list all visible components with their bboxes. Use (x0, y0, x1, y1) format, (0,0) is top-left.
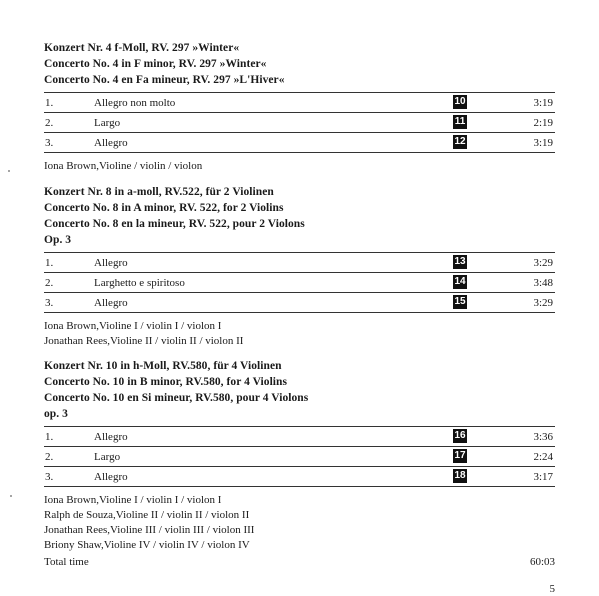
track-number-badge: 16 (454, 430, 466, 441)
performer-credit: Jonathan Rees,Violine II / violin II / violon II (44, 335, 244, 347)
track-duration: 2:24 (533, 451, 553, 463)
heading-line-fr: Concerto No. 8 en la mineur, RV. 522, pour 2 Violons (44, 218, 305, 230)
total-time-label: Total time (44, 556, 89, 568)
movement-number: 3. (45, 297, 54, 309)
concerto-heading (44, 40, 555, 88)
performer-credit: Jonathan Rees,Violine III / violin III / violon III (44, 524, 255, 536)
movement-number: 3. (45, 471, 54, 483)
concerto-heading (44, 358, 555, 422)
performer-credit: Iona Brown,Violine I / violin I / violon I (44, 320, 222, 332)
heading-opus: op. 3 (44, 408, 68, 420)
heading-line-de: Konzert Nr. 8 in a-moll, RV.522, für 2 Violinen (44, 186, 274, 198)
heading-line-fr: Concerto No. 10 en Si mineur, RV.580, pour 4 Violons (44, 392, 309, 404)
track-table (44, 92, 555, 153)
total-time-value: 60:03 (529, 556, 555, 568)
performer-credit: Ralph de Souza,Violine II / violin II / violon II (44, 509, 250, 521)
heading-line-fr: Concerto No. 4 en Fa mineur, RV. 297 »L'Hiver« (44, 74, 285, 86)
track-row (44, 113, 555, 133)
track-number-badge: 17 (454, 450, 466, 461)
track-number-badge: 13 (454, 256, 466, 267)
track-duration: 3:29 (533, 257, 553, 269)
track-row (44, 93, 555, 113)
movement-title: Allegro non molto (94, 97, 176, 109)
track-row (44, 273, 555, 293)
movement-number: 2. (45, 277, 54, 289)
heading-line-en: Concerto No. 10 in B minor, RV.580, for 4 Violins (44, 376, 288, 388)
movement-number: 1. (45, 257, 54, 269)
concerto-section-4 (44, 40, 555, 174)
track-row (44, 253, 555, 273)
performer-list (44, 159, 555, 174)
track-row (44, 133, 555, 153)
track-table (44, 426, 555, 487)
movement-number: 3. (45, 137, 54, 149)
heading-line-en: Concerto No. 4 in F minor, RV. 297 »Winter« (44, 58, 267, 70)
track-duration: 3:36 (533, 431, 553, 443)
heading-line-de: Konzert Nr. 10 in h-Moll, RV.580, für 4 Violinen (44, 360, 282, 372)
page-number: 5 (549, 583, 555, 595)
concerto-heading (44, 184, 555, 248)
track-duration: 2:19 (533, 117, 553, 129)
track-table (44, 252, 555, 313)
movement-number: 1. (45, 97, 54, 109)
track-number-badge: 15 (454, 296, 466, 307)
scan-speck (8, 170, 10, 172)
track-duration: 3:48 (533, 277, 553, 289)
concerto-section-8 (44, 184, 555, 349)
movement-title: Allegro (94, 257, 128, 269)
concerto-section-10 (44, 358, 555, 553)
heading-line-en: Concerto No. 8 in A minor, RV. 522, for 2 Violins (44, 202, 284, 214)
heading-opus: Op. 3 (44, 234, 72, 246)
heading-line-de: Konzert Nr. 4 f-Moll, RV. 297 »Winter« (44, 42, 240, 54)
movement-title: Largo (94, 117, 121, 129)
track-number-badge: 12 (454, 136, 466, 147)
performer-list (44, 493, 555, 553)
movement-number: 2. (45, 117, 54, 129)
track-row (44, 447, 555, 467)
scan-speck (10, 495, 12, 497)
track-row (44, 293, 555, 313)
movement-title: Allegro (94, 431, 128, 443)
track-number-badge: 14 (454, 276, 466, 287)
performer-list (44, 319, 555, 349)
track-number-badge: 10 (454, 96, 466, 107)
performer-credit: Briony Shaw,Violine IV / violin IV / violon IV (44, 539, 250, 551)
movement-title: Larghetto e spiritoso (94, 277, 185, 289)
performer-credit: Iona Brown,Violine I / violin I / violon I (44, 494, 222, 506)
movement-title: Allegro (94, 297, 128, 309)
performer-credit: Iona Brown,Violine / violin / violon (44, 160, 203, 172)
track-row (44, 427, 555, 447)
movement-title: Allegro (94, 137, 128, 149)
track-duration: 3:17 (533, 471, 553, 483)
track-number-badge: 11 (454, 116, 466, 127)
movement-number: 1. (45, 431, 54, 443)
track-row (44, 467, 555, 487)
track-duration: 3:19 (533, 97, 553, 109)
movement-number: 2. (45, 451, 54, 463)
movement-title: Allegro (94, 471, 128, 483)
track-number-badge: 18 (454, 470, 466, 481)
track-duration: 3:29 (533, 297, 553, 309)
track-duration: 3:19 (533, 137, 553, 149)
movement-title: Largo (94, 451, 121, 463)
